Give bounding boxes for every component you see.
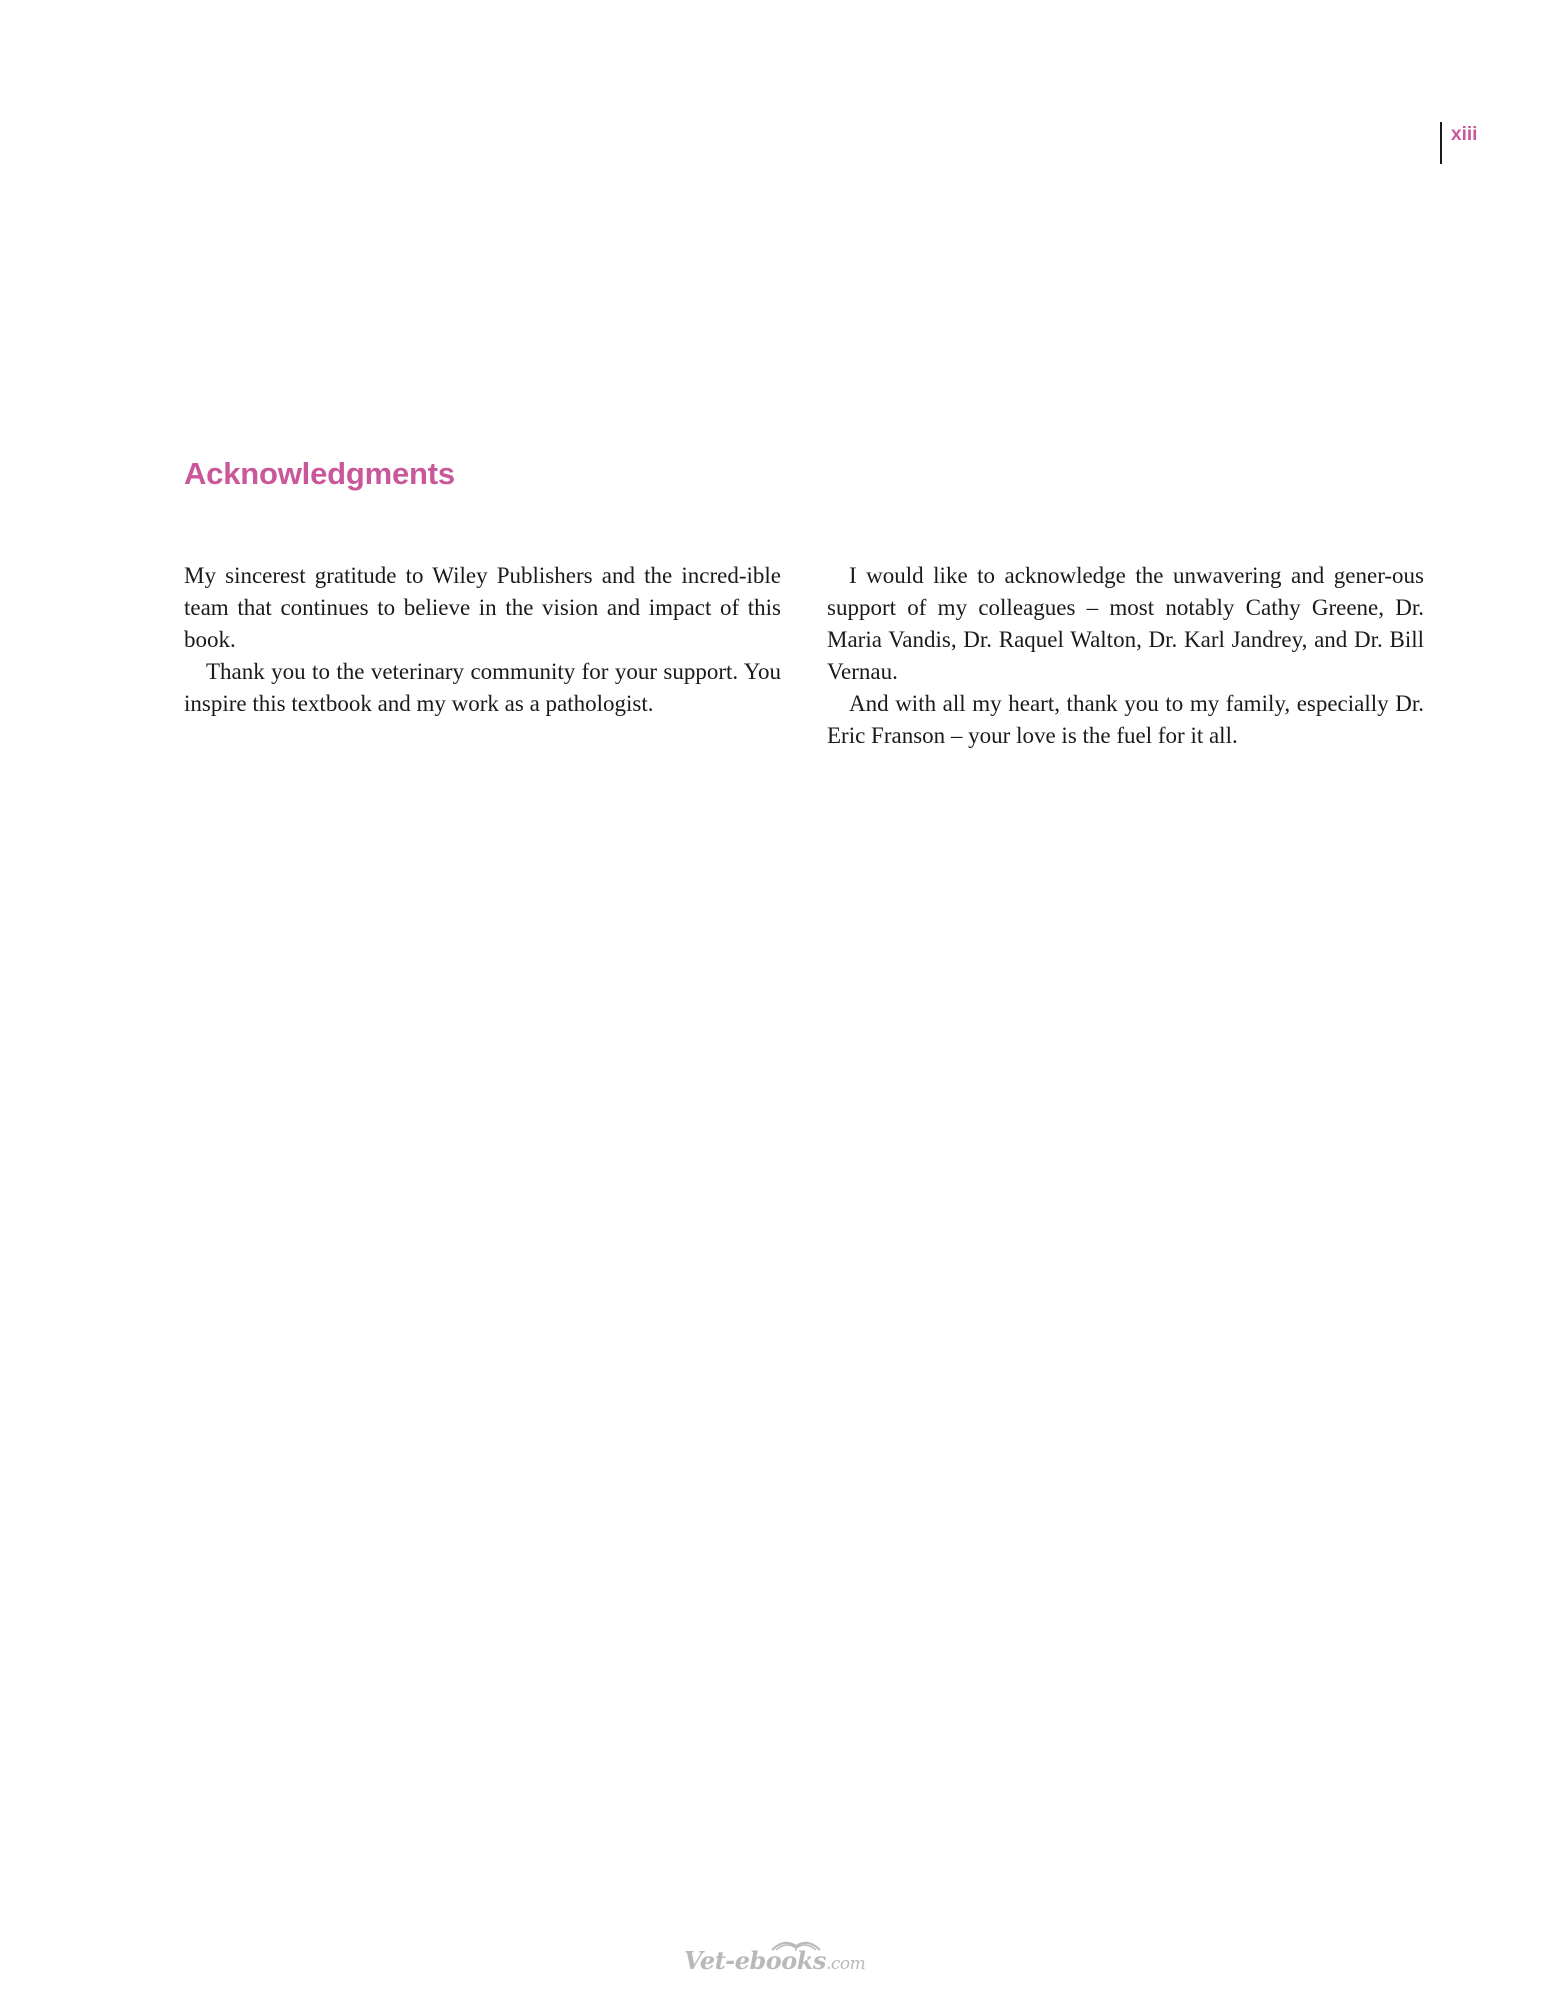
chapter-title: Acknowledgments [184,456,455,491]
left-column [184,560,781,720]
paragraph: Thank you to the veterinary community for your support. You inspire this textbook and my work as a pathologist. [184,659,781,716]
page-number-rule [1440,122,1442,164]
watermark-logo [684,1942,874,1984]
page-number: xiii [1451,124,1478,145]
right-column [827,560,1424,752]
paragraph: I would like to acknowledge the unwavering and gener-ous support of my colleagues – most notably Cathy Greene, Dr. Maria Vandis, Dr. Raquel Walton, Dr. Karl Jandrey, and Dr. Bill Vernau. [827,563,1424,684]
watermark-text: Vet-ebooks.com [684,1946,866,1975]
paragraph: And with all my heart, thank you to my family, especially Dr. Eric Franson – your love is the fuel for it all. [827,691,1424,748]
paragraph: My sincerest gratitude to Wiley Publishers and the incred-ible team that continues to believe in the vision and impact of this book. [184,563,781,652]
